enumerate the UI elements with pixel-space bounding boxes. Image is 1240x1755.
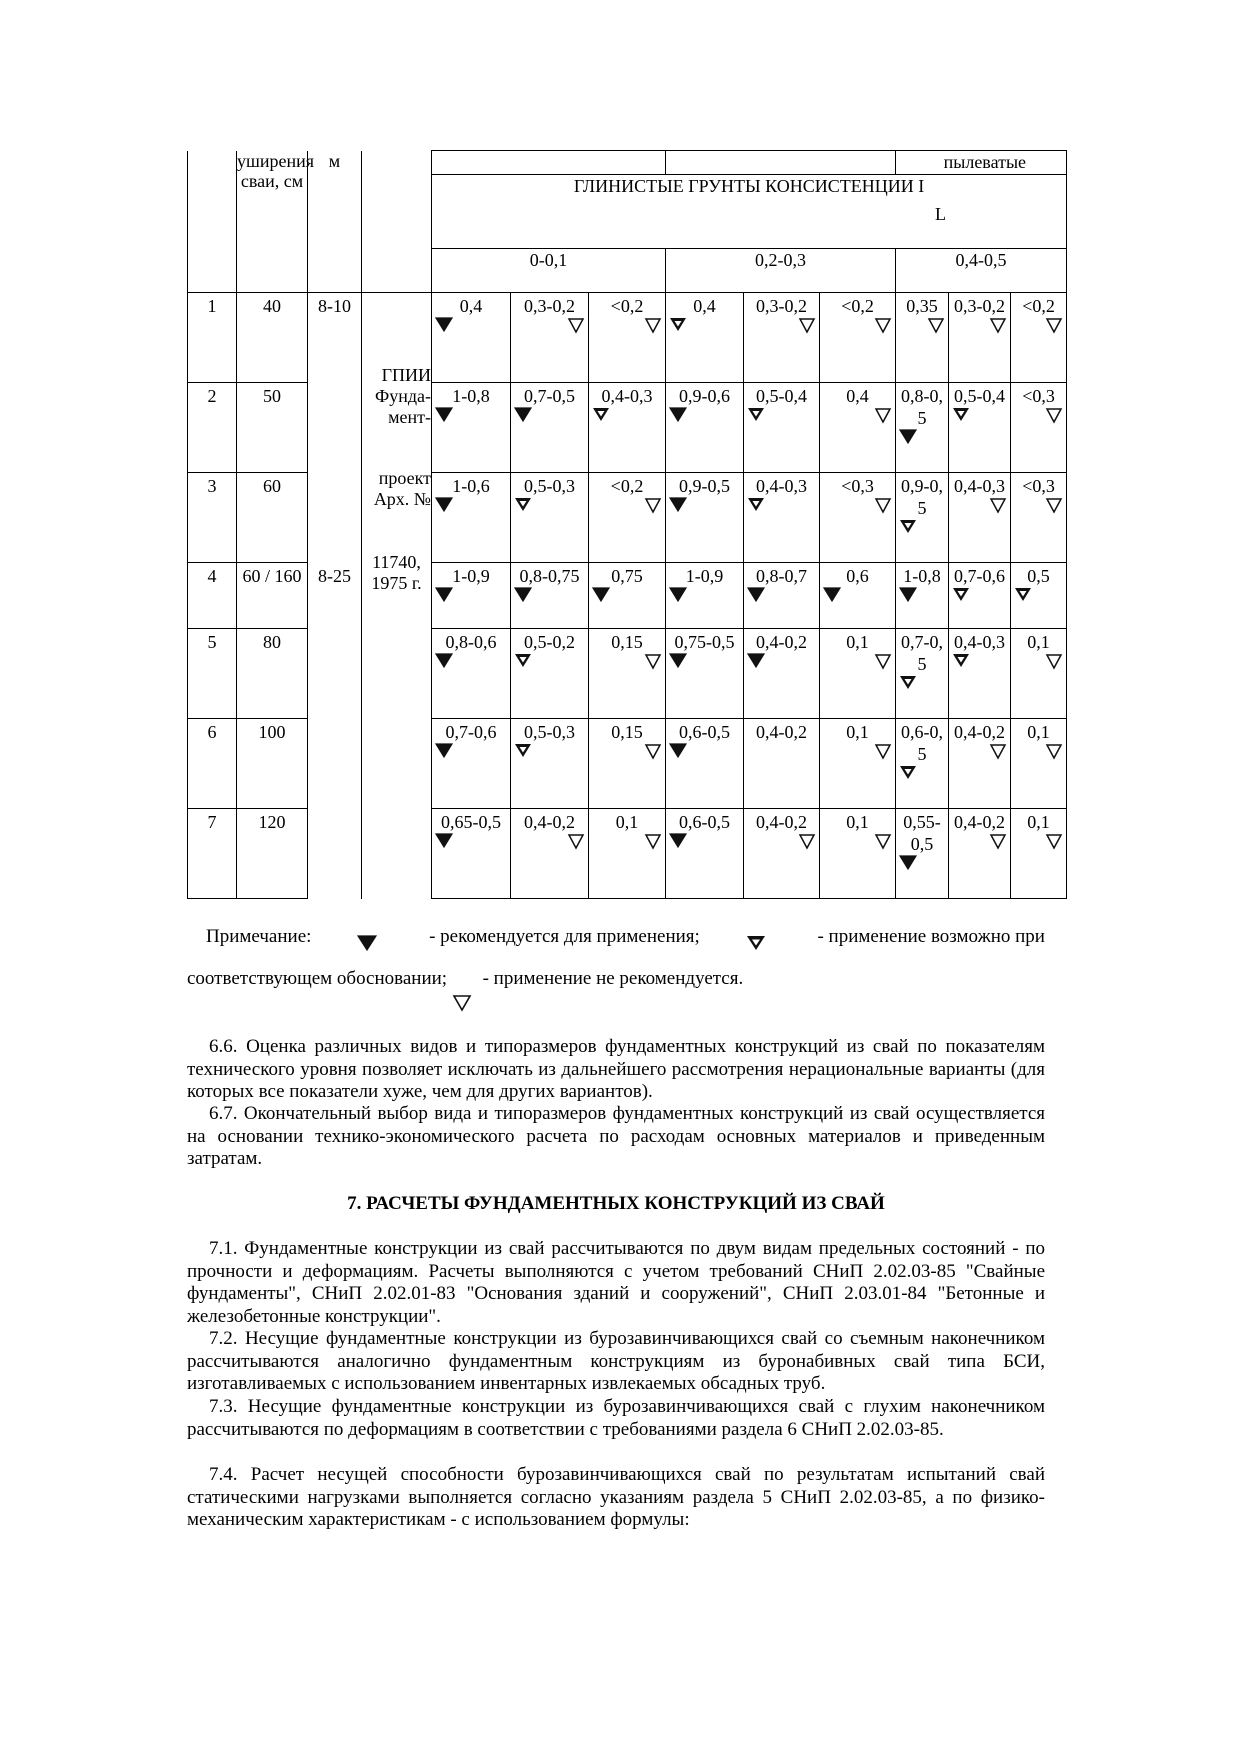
cell-value: 0,7-0,5: [901, 632, 944, 674]
recommended-icon: [432, 587, 510, 609]
pile-parameters-table: [187, 150, 1067, 899]
header-consistency-index: L: [935, 204, 947, 224]
cell-value: 0,4: [459, 296, 483, 316]
cell-value: 0,5-0,4: [756, 386, 808, 406]
value-cell: [820, 629, 896, 719]
value-cell: [432, 719, 511, 809]
project-reference-cell: [362, 293, 432, 899]
value-cell: [896, 293, 949, 383]
value-cell: [820, 473, 896, 563]
row-number: 4: [188, 563, 237, 629]
value-cell: [1011, 563, 1067, 629]
not-recommended-icon: [820, 317, 895, 339]
row-number: 5: [188, 629, 237, 719]
cell-value: 0,35: [906, 296, 938, 316]
not-recommended-icon: [589, 833, 665, 855]
recommended-icon: [744, 587, 819, 609]
possible-icon: [511, 497, 588, 519]
recommended-icon: [589, 587, 665, 609]
cell-value: 0,1: [846, 812, 869, 832]
value-cell: [666, 383, 744, 473]
table-row: [188, 563, 1067, 629]
not-recommended-icon: [896, 317, 948, 339]
cell-value: 0,4-0,3: [756, 476, 808, 496]
value-cell: [744, 473, 820, 563]
value-cell: [820, 383, 896, 473]
recommended-icon: [432, 833, 510, 855]
not-recommended-icon: [820, 497, 895, 519]
cell-value: 0,8-0,75: [519, 566, 580, 586]
value-cell: [744, 563, 820, 629]
value-cell: [896, 473, 949, 563]
row-number: 7: [188, 809, 237, 899]
cell-value: 0,4-0,2: [756, 632, 808, 652]
cell-value: 0,4-0,2: [524, 812, 575, 832]
recommended-icon: [432, 653, 510, 675]
possible-icon: [744, 497, 819, 519]
cell-value: 0,7-0,5: [524, 386, 575, 406]
value-cell: [1011, 719, 1067, 809]
header-silty: пылеватые: [896, 151, 1067, 175]
cell-value: 0,1: [846, 632, 869, 652]
cell-value: 0,3-0,2: [756, 296, 808, 316]
recommended-icon: [432, 743, 510, 765]
cell-value: 0,4-0,3: [601, 386, 653, 406]
header-top-blank-1: [432, 151, 666, 175]
not-recommended-icon: [820, 743, 895, 765]
header-clay-soils-text: ГЛИНИСТЫЕ ГРУНТЫ КОНСИСТЕНЦИИ I: [573, 176, 925, 196]
header-col-org: [362, 151, 432, 293]
value-cell: [432, 629, 511, 719]
cell-value: <0,3: [1022, 386, 1055, 406]
row-number: 3: [188, 473, 237, 563]
row-widening: 40: [237, 293, 308, 383]
project-reference-line: ГПИИ: [381, 365, 431, 385]
row-depth: 8-25: [308, 563, 362, 629]
value-cell: [744, 719, 820, 809]
cell-value: <0,2: [610, 476, 644, 496]
recommended-icon: [820, 587, 895, 609]
value-cell: [896, 563, 949, 629]
section-heading-7: 7. РАСЧЕТЫ ФУНДАМЕНТНЫХ КОНСТРУКЦИЙ ИЗ СВАЙ: [347, 1193, 885, 1214]
header-clay-soils: [432, 175, 1067, 249]
cell-value: 0,5-0,4: [954, 386, 1006, 406]
paragraph-7-2: 7.2. Несущие фундаментные конструкции из бурозавинчивающихся свай со съемным наконечником рассчитываются аналогично фундаментным конструкциям из буронабивных свай типа БСИ, изготавливаемых с использованием инвентарных извлекаемых обсадных труб.: [187, 1328, 1045, 1394]
value-cell: [432, 809, 511, 899]
cell-value: 0,5-0,3: [524, 722, 575, 742]
cell-value: 0,5-0,2: [524, 632, 575, 652]
recommended-icon: [896, 587, 948, 609]
cell-value: 1-0,9: [452, 566, 490, 586]
cell-value: 0,7-0,6: [445, 722, 497, 742]
not-recommended-icon: [820, 653, 895, 675]
value-cell: [1011, 473, 1067, 563]
paragraph-6-7: 6.7. Окончательный выбор вида и типоразмеров фундаментных конструкций из свай осуществляется на основании технико-экономического расчета по расходам основных материалов и приведенным затратам.: [187, 1103, 1045, 1169]
row-widening: 80: [237, 629, 308, 719]
cell-value: 0,1: [1027, 722, 1050, 742]
project-reference-line: Фунда-: [375, 386, 431, 406]
value-cell: [949, 383, 1011, 473]
cell-value: 0,1: [615, 812, 639, 832]
value-cell: [511, 629, 589, 719]
value-cell: [949, 719, 1011, 809]
row-depth: [308, 809, 362, 899]
row-depth: [308, 383, 362, 473]
value-cell: [666, 563, 744, 629]
cell-value: 0,6: [846, 566, 869, 586]
table-row: [188, 629, 1067, 719]
value-cell: [666, 719, 744, 809]
value-cell: [896, 719, 949, 809]
header-group-2: 0,2-0,3: [666, 249, 896, 293]
cell-value: 0,9-0,6: [679, 386, 731, 406]
value-cell: [896, 629, 949, 719]
not-recommended-icon: [589, 653, 665, 675]
note-possible-text: - применение возможно при: [817, 926, 1045, 947]
header-col-widening: уширения сваи, см: [237, 151, 308, 293]
cell-value: 0,8-0,7: [756, 566, 808, 586]
row-number: 1: [188, 293, 237, 383]
value-cell: [511, 809, 589, 899]
value-cell: [432, 293, 511, 383]
value-cell: [589, 563, 666, 629]
recommended-icon: [666, 833, 743, 855]
value-cell: [511, 473, 589, 563]
value-cell: [666, 293, 744, 383]
cell-value: 0,1: [1027, 812, 1050, 832]
value-cell: [511, 293, 589, 383]
cell-value: 0,7-0,6: [954, 566, 1006, 586]
table-row: [188, 383, 1067, 473]
cell-value: 1-0,9: [685, 566, 724, 586]
cell-value: 0,4-0,2: [954, 722, 1006, 742]
paragraph-7-4: 7.4. Расчет несущей способности бурозавинчивающихся свай по результатам испытаний свай статическими нагрузками выполняется согласно указаниям раздела 5 СНиП 2.02.03-85, а по физико-механическим характеристикам - с использованием формулы:: [187, 1464, 1045, 1530]
note-recommended-text: - рекомендуется для применения;: [429, 926, 700, 947]
cell-value: <0,3: [1022, 476, 1055, 496]
value-cell: [744, 629, 820, 719]
not-recommended-icon: [589, 743, 665, 765]
value-cell: [589, 473, 666, 563]
value-cell: [589, 719, 666, 809]
value-cell: [1011, 629, 1067, 719]
value-cell: [432, 473, 511, 563]
not-recommended-icon: [1011, 653, 1066, 675]
recommended-icon: [357, 925, 383, 949]
row-depth: [308, 719, 362, 809]
table-row: [188, 809, 1067, 899]
paragraph-6-6: 6.6. Оценка различных видов и типоразмеров фундаментных конструкций из свай по показателям технического уровня позволяет исключать из дальнейшего рассмотрения нерациональные варианты (для которых все показатели хуже, чем для других вариантов).: [187, 1036, 1045, 1102]
paragraph-7-1: 7.1. Фундаментные конструкции из свай рассчитываются по двум видам предельных состояний - по прочности и деформациям. Расчеты выполняются с учетом требований СНиП 2.02.03-85 "Свайные фундаменты", СНиП 2.02.01-83 "Основания зданий и сооружений", СНиП 2.03.01-84 "Бетонные и железобетонные конструкции".: [187, 1238, 1045, 1327]
row-widening: 50: [237, 383, 308, 473]
value-cell: [1011, 809, 1067, 899]
note-not-recommended-text: - применение не рекомендуется.: [482, 968, 744, 989]
cell-value: 0,4-0,3: [954, 632, 1006, 652]
value-cell: [589, 629, 666, 719]
row-widening: 120: [237, 809, 308, 899]
value-cell: [949, 293, 1011, 383]
not-recommended-icon: [589, 317, 665, 339]
value-cell: [589, 293, 666, 383]
possible-icon: [896, 675, 948, 697]
project-reference-line: Арх. №: [373, 489, 431, 509]
cell-value: 0,5: [1027, 566, 1050, 586]
value-cell: [744, 293, 820, 383]
cell-value: 0,75: [611, 566, 643, 586]
cell-value: 0,4: [846, 386, 869, 406]
value-cell: [744, 809, 820, 899]
cell-value: 0,9-0,5: [901, 476, 944, 518]
not-recommended-icon: [744, 317, 819, 339]
value-cell: [820, 809, 896, 899]
recommended-icon: [896, 855, 948, 877]
recommended-icon: [666, 407, 743, 429]
recommended-icon: [666, 743, 743, 765]
not-recommended-icon: [1011, 407, 1066, 429]
cell-value: 0,4-0,2: [756, 722, 808, 742]
row-widening: 100: [237, 719, 308, 809]
value-cell: [949, 809, 1011, 899]
possible-icon: [949, 407, 1010, 429]
value-cell: [896, 383, 949, 473]
table-row: [188, 293, 1067, 383]
cell-value: 0,1: [1027, 632, 1050, 652]
value-cell: [666, 809, 744, 899]
not-recommended-icon: [511, 317, 588, 339]
value-cell: [589, 809, 666, 899]
recommended-icon: [432, 497, 510, 519]
value-cell: [744, 383, 820, 473]
value-cell: [949, 563, 1011, 629]
possible-icon: [746, 925, 772, 949]
table-row: [188, 473, 1067, 563]
value-cell: [1011, 293, 1067, 383]
not-recommended-icon: [949, 743, 1010, 765]
cell-value: 0,65-0,5: [441, 812, 501, 832]
value-cell: [511, 563, 589, 629]
cell-value: 0,4-0,2: [954, 812, 1006, 832]
recommended-icon: [432, 407, 510, 429]
possible-icon: [896, 519, 948, 541]
value-cell: [949, 629, 1011, 719]
possible-icon: [949, 653, 1010, 675]
cell-value: 0,55-0,5: [903, 812, 941, 854]
table-note: [187, 925, 1045, 995]
cell-value: 0,3-0,2: [954, 296, 1006, 316]
not-recommended-icon: [1011, 317, 1066, 339]
cell-value: 0,15: [611, 632, 643, 652]
cell-value: <0,2: [1022, 296, 1055, 316]
row-widening: 60 / 160: [237, 563, 308, 629]
note-line-1: [187, 925, 1045, 949]
value-cell: [432, 383, 511, 473]
recommended-icon: [666, 587, 743, 609]
header-col-m: м: [308, 151, 362, 293]
not-recommended-icon: [820, 833, 895, 855]
cell-value: 0,75-0,5: [674, 632, 735, 652]
cell-value: <0,2: [610, 296, 644, 316]
possible-icon: [511, 743, 588, 765]
cell-value: 0,8-0,5: [901, 386, 944, 428]
cell-value: 0,6-0,5: [901, 722, 944, 764]
possible-icon: [666, 317, 743, 339]
cell-value: 0,6-0,5: [679, 722, 731, 742]
paragraph-7-3: 7.3. Несущие фундаментные конструкции из бурозавинчивающихся свай с глухим наконечником рассчитываются по деформациям в соответствии с требованиями раздела 6 СНиП 2.02.03-85.: [187, 1396, 1045, 1440]
project-reference-line: мент-: [388, 407, 431, 427]
project-reference-line: 1975 г.: [371, 573, 422, 593]
recommended-icon: [666, 653, 743, 675]
header-group-1: 0-0,1: [432, 249, 666, 293]
not-recommended-icon: [949, 497, 1010, 519]
possible-icon: [589, 407, 665, 429]
recommended-icon: [666, 497, 743, 519]
row-depth: [308, 629, 362, 719]
cell-value: 0,4: [693, 296, 716, 316]
cell-value: 1-0,8: [903, 566, 941, 586]
note-line-2: [187, 967, 1045, 991]
cell-value: 0,4-0,2: [756, 812, 808, 832]
row-depth: 8-10: [308, 293, 362, 383]
cell-value: 0,6-0,5: [679, 812, 731, 832]
not-recommended-icon: [511, 833, 588, 855]
value-cell: [666, 473, 744, 563]
row-number: 6: [188, 719, 237, 809]
row-number: 2: [188, 383, 237, 473]
cell-value: 1-0,8: [452, 386, 490, 406]
note-justified-text: соответствующем обосновании;: [187, 968, 448, 989]
value-cell: [949, 473, 1011, 563]
value-cell: [511, 383, 589, 473]
not-recommended-icon: [949, 833, 1010, 855]
recommended-icon: [432, 317, 510, 339]
value-cell: [1011, 383, 1067, 473]
cell-value: 0,9-0,5: [679, 476, 731, 496]
value-cell: [589, 383, 666, 473]
header-group-3: 0,4-0,5: [896, 249, 1067, 293]
cell-value: <0,3: [841, 476, 874, 496]
not-recommended-icon: [949, 317, 1010, 339]
row-depth: [308, 473, 362, 563]
not-recommended-icon: [744, 833, 819, 855]
cell-value: 0,4-0,3: [954, 476, 1006, 496]
recommended-icon: [511, 587, 588, 609]
cell-value: 0,3-0,2: [524, 296, 575, 316]
possible-icon: [896, 765, 948, 787]
cell-value: 1-0,6: [452, 476, 490, 496]
not-recommended-icon: [820, 407, 895, 429]
value-cell: [511, 719, 589, 809]
not-recommended-icon: [589, 497, 665, 519]
possible-icon: [949, 587, 1010, 609]
value-cell: [820, 563, 896, 629]
row-widening: 60: [237, 473, 308, 563]
cell-value: 0,1: [846, 722, 869, 742]
project-reference-line: 11740,: [372, 552, 421, 572]
cell-value: 0,8-0,6: [445, 632, 497, 652]
possible-icon: [744, 407, 819, 429]
value-cell: [432, 563, 511, 629]
value-cell: [666, 629, 744, 719]
cell-value: <0,2: [841, 296, 874, 316]
project-reference-line: проект: [378, 468, 431, 488]
possible-icon: [1011, 587, 1066, 609]
table-row: [188, 719, 1067, 809]
value-cell: [896, 809, 949, 899]
not-recommended-icon: [1011, 497, 1066, 519]
not-recommended-icon: [1011, 743, 1066, 765]
header-col-number: [188, 151, 237, 293]
recommended-icon: [896, 429, 948, 451]
possible-icon: [511, 653, 588, 675]
value-cell: [820, 719, 896, 809]
not-recommended-icon: [1011, 833, 1066, 855]
cell-value: 0,15: [611, 722, 643, 742]
note-label: Примечание:: [206, 926, 312, 947]
header-top-blank-2: [666, 151, 896, 175]
recommended-icon: [511, 407, 588, 429]
cell-value: 0,5-0,3: [524, 476, 575, 496]
value-cell: [820, 293, 896, 383]
recommended-icon: [744, 653, 819, 675]
